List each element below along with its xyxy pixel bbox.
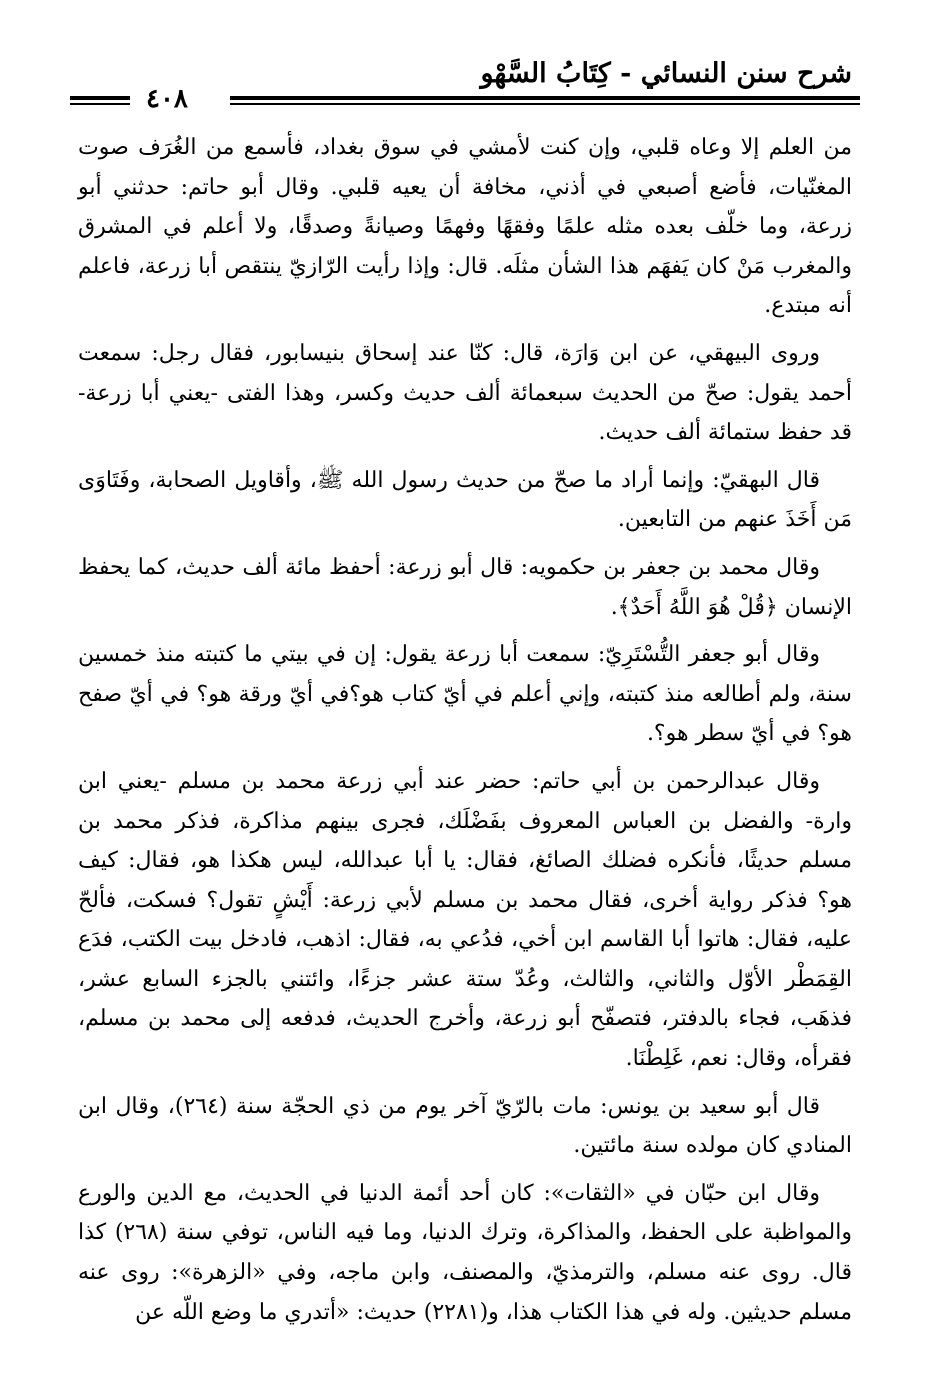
- page-header: [70, 56, 860, 116]
- paragraph: وروى البيهقي، عن ابن وَارَة، قال: كنّا عند إسحاق بنيسابور، فقال رجل: سمعت أحمد يقول: صحّ من الحديث سبعمائة ألف حديث وكسر، وهذا الفتى -يعني أبا زرعة- قد حفظ ستمائة ألف حديث.: [78, 340, 852, 446]
- paragraph: وقال ابن حبّان في «الثقات»: كان أحد أئمة الدنيا في الحديث، مع الدين والورع والمواظبة على الحفظ، والمذاكرة، وترك الدنيا، وما فيه الناس، توفي سنة (٢٦٨) كذا قال. روى عنه مسلم، والترمذيّ، والمصنف، وابن ماجه، وفي «الزهرة»: روى عنه مسلم حديثين. وله في هذا الكتاب هذا، و(٢٢٨١) حديث: «أتدري ما وضع اللّه عن: [78, 1180, 852, 1325]
- paragraph: وقال عبدالرحمن بن أبي حاتم: حضر عند أبي زرعة محمد بن مسلم -يعني ابن وارة- والفضل بن العباس المعروف بفَضْلَك، فجرى بينهم مذاكرة، فذكر محمد بن مسلم حديثًا، فأنكره فضلك الصائغ، فقال: يا أبا عبدالله، ليس هكذا هو، فقال: كيف هو؟ فذكر رواية أخرى، فقال محمد بن مسلم لأبي زرعة: أَيْشٍ تقول؟ فسكت، فألحّ عليه، فقال: هاتوا أبا القاسم ابن أخي، فدُعي به، فقال: اذهب، فادخل بيت الكتب، فدَع القِمَطْر الأوّل والثاني، والثالث، وعُدّ ستة عشر جزءًا، وائتني بالجزء السابع عشر، فذهَب، فجاء بالدفتر، فتصفّح أبو زرعة، وأخرج الحديث، فدفعه إلى محمد بن مسلم، فقرأه، وقال: نعم، غَلِطْنَا.: [78, 768, 853, 1072]
- paragraph: قال أبو سعيد بن يونس: مات بالرّيّ آخر يوم من ذي الحجّة سنة (٢٦٤)، وقال ابن المنادي كان مولده سنة مائتين.: [78, 1093, 852, 1159]
- paragraph: قال البهقيّ: وإنما أراد ما صحّ من حديث رسول الله ﷺ، وأقاويل الصحابة، وفَتَاوَى مَن أَخَذَ عنهم من التابعين.: [78, 467, 852, 533]
- paragraph: من العلم إلا وعاه قلبي، وإن كنت لأمشي في سوق بغداد، فأسمع من الغُرَف صوت المغنّيات، فأضع أصبعي في أذني، مخافة أن يعيه قلبي. وقال أبو حاتم: حدثني أبو زرعة، وما خلّف بعده مثله علمًا وفقهًا وفهمًا وصيانةً وصدقًا، ولا أعلم في المشرق والمغرب مَنْ كان يَفهَم هذا الشأن مثلَه. قال: وإذا رأيت الرّازيّ ينتقص أبا زرعة، فاعلم أنه مبتدع.: [78, 135, 852, 319]
- paragraph: وقال محمد بن جعفر بن حكمويه: قال أبو زرعة: أحفظ مائة ألف حديث، كما يحفظ الإنسان ﴿قُلْ هُوَ اللَّهُ أَحَدٌ﴾.: [78, 554, 852, 620]
- paragraph: وقال أبو جعفر التُّسْتَرِيّ: سمعت أبا زرعة يقول: إن في بيتي ما كتبته منذ خمسين سنة، ولم أطالعه منذ كتبته، وإني أعلم في أيّ كتاب هو؟في أيّ ورقة هو؟ في أيّ صفح هو؟ في أيّ سطر هو؟.: [78, 642, 852, 747]
- running-title: شرح سنن النسائي - كِتَابُ السَّهْو: [480, 58, 852, 89]
- page-body: [78, 128, 852, 1340]
- page-number: ٤٠٨: [136, 84, 198, 114]
